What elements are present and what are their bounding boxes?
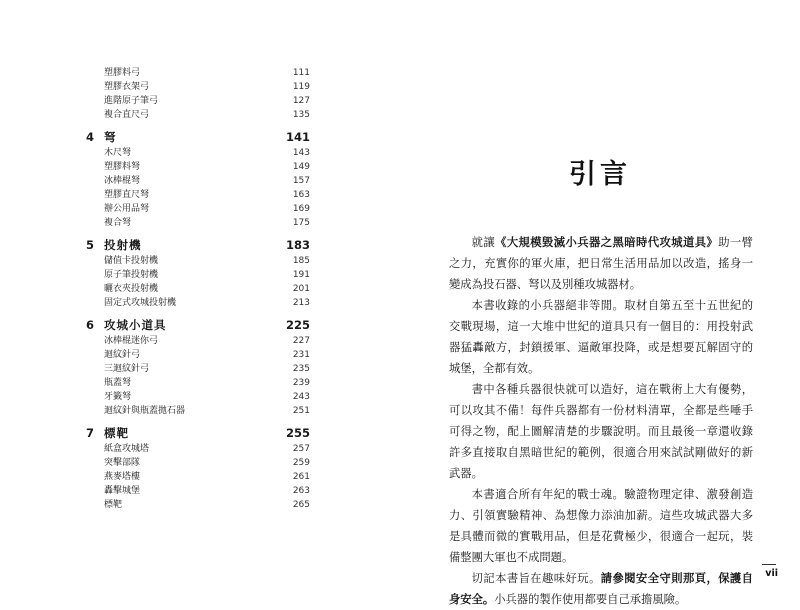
toc-entry-page: 127 xyxy=(292,96,310,106)
chapter-page: 255 xyxy=(285,426,310,440)
toc-entry-page: 231 xyxy=(292,350,310,360)
book-title: 《大規模毀滅小兵器之黑暗時代攻城道具》 xyxy=(495,236,719,249)
toc-entry xyxy=(104,334,310,348)
safety-warning: 請參閱安全守則那頁，保護自身安全。 xyxy=(449,572,753,606)
chapter-page: 141 xyxy=(285,130,310,144)
toc-entry-page: 149 xyxy=(292,162,310,172)
toc-entry xyxy=(104,146,310,160)
intro-text: 就讓 xyxy=(471,236,496,249)
toc-entry-page: 191 xyxy=(292,270,310,280)
toc-entry xyxy=(104,442,310,456)
toc-entry xyxy=(104,470,310,484)
toc-chapter-heading xyxy=(86,236,310,254)
intro-paragraph xyxy=(449,232,753,295)
toc-entry-title: 迴紋針弓 xyxy=(104,350,141,360)
intro-text: 切記本書旨在趣味好玩。 xyxy=(471,572,601,585)
toc-entry-title: 儲值卡投射機 xyxy=(104,256,159,266)
toc-entry-title: 固定式攻城投射機 xyxy=(104,298,177,308)
toc-entry-page: 257 xyxy=(292,444,310,454)
toc-entry xyxy=(104,362,310,376)
toc-entry xyxy=(104,188,310,202)
toc-entry-title: 轟擊城堡 xyxy=(104,486,141,496)
chapter-number: 4 xyxy=(86,130,95,144)
chapter-title: 投射機 xyxy=(104,238,142,252)
toc-entry-title: 燕麥塔樓 xyxy=(104,472,141,482)
toc-entry-page: 263 xyxy=(292,486,310,496)
chapter-number: 6 xyxy=(86,318,95,332)
toc-entry-page: 243 xyxy=(292,392,310,402)
toc-chapter-heading xyxy=(86,316,310,334)
toc-entry-title: 牙籤弩 xyxy=(104,392,132,402)
toc-entry-title: 瓶蓋弩 xyxy=(104,378,132,388)
toc-entry-page: 157 xyxy=(292,176,310,186)
toc-entry xyxy=(104,484,310,498)
toc-entry xyxy=(104,66,310,80)
toc-entry-page: 185 xyxy=(292,256,310,266)
toc-entry-title: 塑膠料弓 xyxy=(104,68,141,78)
intro-text: 小兵器的製作使用都要自己承擔風險。 xyxy=(494,593,687,606)
toc-chapter-heading xyxy=(86,128,310,146)
toc-entry-title: 紙盒攻城塔 xyxy=(104,444,150,454)
toc-entry-page: 143 xyxy=(292,148,310,158)
toc-entry-page: 201 xyxy=(292,284,310,294)
toc-entry-page: 175 xyxy=(292,218,310,228)
toc-entry xyxy=(104,296,310,310)
table-of-contents xyxy=(0,0,330,600)
toc-entry xyxy=(104,160,310,174)
toc-entry-page: 227 xyxy=(292,336,310,346)
intro-paragraph xyxy=(449,568,753,610)
chapter-number: 7 xyxy=(86,426,95,440)
chapter-title: 弩 xyxy=(104,130,117,144)
toc-entry-page: 239 xyxy=(292,378,310,388)
toc-entry xyxy=(104,348,310,362)
toc-chapter-heading xyxy=(86,424,310,442)
toc-entry-page: 119 xyxy=(292,82,310,92)
toc-entry-title: 迴紋針與瓶蓋拋石器 xyxy=(104,406,186,416)
toc-entry xyxy=(104,268,310,282)
toc-entry xyxy=(104,376,310,390)
intro-paragraph: 本書收錄的小兵器絕非等閒。取材自第五至十五世紀的交戰現場，這一大堆中世紀的道具只有一個目的：用投射武器猛轟敵方，封鎖援軍、逼敵軍投降，或是想要瓦解固守的城堡，全都有效。 xyxy=(449,299,753,375)
toc-entry-title: 塑膠衣架弓 xyxy=(104,82,150,92)
toc-entry xyxy=(104,202,310,216)
toc-entry-title: 塑膠料弩 xyxy=(104,162,141,172)
toc-entry-title: 原子筆投射機 xyxy=(104,270,159,280)
intro-paragraph: 本書適合所有年紀的戰士魂。驗證物理定律、激發創造力、引領實驗精神、為想像力添油加薪。這些攻城武器大多是具體而微的實戰用品，但是花費極少，很適合一起玩，裝備整團大軍也不成問題。 xyxy=(449,488,753,564)
chapter-page: 183 xyxy=(285,238,310,252)
toc-entry-page: 213 xyxy=(292,298,310,308)
toc-entry-title: 辦公用品弩 xyxy=(104,204,150,214)
toc-entry-title: 複合弩 xyxy=(104,218,132,228)
toc-entry-page: 135 xyxy=(292,110,310,120)
toc-entry-title: 塑膠直尺弩 xyxy=(104,190,150,200)
toc-entry-page: 111 xyxy=(292,68,310,78)
toc-entry-title: 曬衣夾投射機 xyxy=(104,284,159,294)
toc-entry-page: 265 xyxy=(292,500,310,510)
toc-entry-page: 261 xyxy=(292,472,310,482)
toc-entry xyxy=(104,498,310,512)
toc-entry-title: 冰棒棍弩 xyxy=(104,176,141,186)
toc-entry-title: 三迴紋針弓 xyxy=(104,364,150,374)
chapter-title: 攻城小道具 xyxy=(104,318,167,332)
intro-paragraph: 書中各種兵器很快就可以造好，這在戰術上大有優勢，可以攻其不備！每件兵器都有一份材料清單，全都是些唾手可得之物，配上圖解清楚的步驟說明。而且最後一章還收錄許多直接取自黑暗世紀的範例，很適合用來試試剛做好的新武器。 xyxy=(449,383,753,480)
toc-entry xyxy=(104,216,310,230)
toc-entry-title: 進階原子筆弓 xyxy=(104,96,159,106)
toc-entry xyxy=(104,80,310,94)
toc-entry-page: 251 xyxy=(292,406,310,416)
toc-entry xyxy=(104,254,310,268)
chapter-number: 5 xyxy=(86,238,95,252)
toc-entry xyxy=(104,456,310,470)
toc-entry xyxy=(104,282,310,296)
toc-entry xyxy=(104,94,310,108)
toc-entry-page: 169 xyxy=(292,204,310,214)
intro-heading: 引言 xyxy=(569,159,631,190)
toc-entry-title: 冰棒棍迷你弓 xyxy=(104,336,159,346)
toc-entry xyxy=(104,108,310,122)
toc-entry-title: 複合直尺弓 xyxy=(104,110,150,120)
page-number: vii xyxy=(765,568,778,579)
toc-entry-page: 259 xyxy=(292,458,310,468)
toc-entry-page: 163 xyxy=(292,190,310,200)
page-number-rule xyxy=(762,564,776,565)
chapter-page: 225 xyxy=(285,318,310,332)
toc-entry xyxy=(104,174,310,188)
toc-entry xyxy=(104,404,310,418)
toc-entry xyxy=(104,390,310,404)
toc-entry-page: 235 xyxy=(292,364,310,374)
chapter-title: 標靶 xyxy=(104,426,129,440)
intro-body xyxy=(449,232,753,610)
intro-text: 助一臂之力，充實你的軍火庫，把日常生活用品加以改造，搖身一變成為投石器、弩以及別種攻城器材。 xyxy=(449,236,753,291)
toc-entry-title: 突擊部隊 xyxy=(104,458,141,468)
toc-entry-title: 標靶 xyxy=(104,500,123,510)
toc-entry-title: 木尺弩 xyxy=(104,148,132,158)
